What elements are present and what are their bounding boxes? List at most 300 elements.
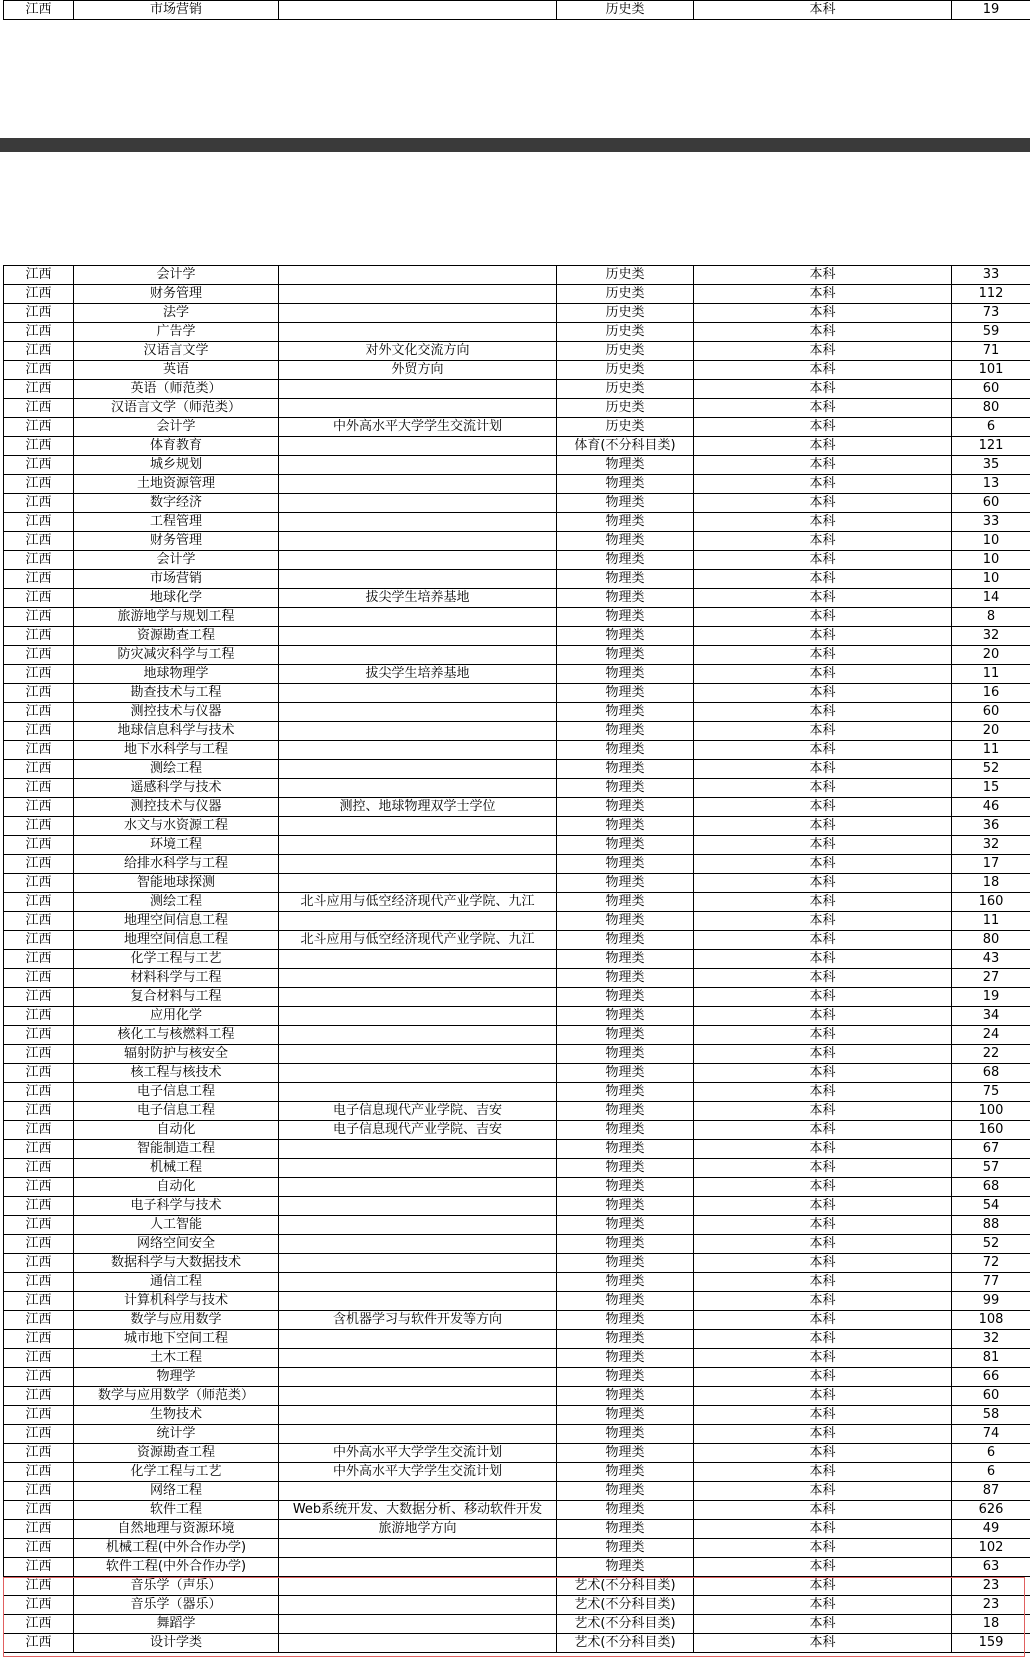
major-cell: 智能地球探测 [74,874,279,893]
level-cell: 本科 [694,1045,952,1064]
table-row [4,874,1030,893]
major-cell: 体育教育 [74,437,279,456]
subject-category-cell: 物理类 [557,1273,694,1292]
subject-category-cell: 物理类 [557,836,694,855]
level-cell: 本科 [694,1121,952,1140]
table-row [4,532,1030,551]
major-cell: 数学与应用数学（师范类） [74,1387,279,1406]
plan-count-cell: 36 [952,817,1030,836]
major-cell: 测绘工程 [74,760,279,779]
level-cell: 本科 [694,1577,952,1596]
level-cell: 本科 [694,1178,952,1197]
table-row [4,589,1030,608]
subject-category-cell: 物理类 [557,1254,694,1273]
remark-cell [279,1178,557,1197]
major-cell: 网络空间安全 [74,1235,279,1254]
subject-category-cell: 物理类 [557,646,694,665]
subject-category-cell: 物理类 [557,494,694,513]
plan-count-cell: 18 [952,874,1030,893]
major-cell: 数据科学与大数据技术 [74,1254,279,1273]
remark-cell [279,1615,557,1634]
major-cell: 化学工程与工艺 [74,1463,279,1482]
plan-count-cell: 626 [952,1501,1030,1520]
level-cell: 本科 [694,494,952,513]
remark-cell [279,760,557,779]
remark-cell [279,1330,557,1349]
remark-cell [279,1596,557,1615]
province-cell: 江西 [4,361,74,380]
level-cell: 本科 [694,1387,952,1406]
subject-category-cell: 物理类 [557,1007,694,1026]
subject-category-cell: 物理类 [557,1140,694,1159]
plan-count-cell: 27 [952,969,1030,988]
province-cell: 江西 [4,342,74,361]
province-cell: 江西 [4,1140,74,1159]
table-row [4,513,1030,532]
remark-cell [279,912,557,931]
level-cell: 本科 [694,1273,952,1292]
remark-cell: Web系统开发、大数据分析、移动软件开发 [279,1501,557,1520]
level-cell: 本科 [694,722,952,741]
plan-count-cell: 88 [952,1216,1030,1235]
major-cell: 电子信息工程 [74,1102,279,1121]
subject-category-cell: 物理类 [557,988,694,1007]
table-row [4,418,1030,437]
level-cell: 本科 [694,1235,952,1254]
subject-category-cell: 物理类 [557,1178,694,1197]
subject-category-cell: 物理类 [557,1159,694,1178]
level-cell: 本科 [694,1197,952,1216]
major-cell: 音乐学（器乐） [74,1596,279,1615]
subject-category-cell: 物理类 [557,513,694,532]
remark-cell [279,817,557,836]
plan-count-cell: 6 [952,1444,1030,1463]
province-cell: 江西 [4,684,74,703]
subject-category-cell: 物理类 [557,1026,694,1045]
major-cell: 会计学 [74,266,279,285]
level-cell: 本科 [694,1083,952,1102]
table-body-top [4,1,1030,20]
table-row [4,836,1030,855]
remark-cell [279,1007,557,1026]
table-row [4,1406,1030,1425]
province-cell: 江西 [4,532,74,551]
table-row [4,1482,1030,1501]
subject-category-cell: 物理类 [557,817,694,836]
table-row [4,608,1030,627]
table-row [4,1178,1030,1197]
plan-count-cell: 108 [952,1311,1030,1330]
province-cell: 江西 [4,1577,74,1596]
major-cell: 给排水科学与工程 [74,855,279,874]
province-cell: 江西 [4,1045,74,1064]
major-cell: 市场营销 [74,1,279,20]
major-cell: 城市地下空间工程 [74,1330,279,1349]
province-cell: 江西 [4,855,74,874]
major-cell: 环境工程 [74,836,279,855]
province-cell: 江西 [4,703,74,722]
remark-cell [279,1045,557,1064]
table-row [4,1235,1030,1254]
plan-count-cell: 63 [952,1558,1030,1577]
level-cell: 本科 [694,1026,952,1045]
major-cell: 计算机科学与技术 [74,1292,279,1311]
level-cell: 本科 [694,779,952,798]
plan-count-cell: 68 [952,1178,1030,1197]
major-cell: 材料科学与工程 [74,969,279,988]
level-cell: 本科 [694,874,952,893]
level-cell: 本科 [694,684,952,703]
level-cell: 本科 [694,969,952,988]
level-cell: 本科 [694,1482,952,1501]
province-cell: 江西 [4,1615,74,1634]
plan-count-cell: 6 [952,418,1030,437]
major-cell: 智能制造工程 [74,1140,279,1159]
table-row [4,855,1030,874]
province-cell: 江西 [4,1482,74,1501]
major-cell: 测控技术与仪器 [74,703,279,722]
subject-category-cell: 物理类 [557,1349,694,1368]
subject-category-cell: 物理类 [557,456,694,475]
level-cell: 本科 [694,893,952,912]
remark-cell [279,1254,557,1273]
remark-cell [279,1425,557,1444]
table-row [4,1140,1030,1159]
major-cell: 广告学 [74,323,279,342]
major-cell: 城乡规划 [74,456,279,475]
province-cell: 江西 [4,1121,74,1140]
major-cell: 数字经济 [74,494,279,513]
major-cell: 软件工程 [74,1501,279,1520]
table-row [4,1463,1030,1482]
level-cell: 本科 [694,1596,952,1615]
level-cell: 本科 [694,380,952,399]
level-cell: 本科 [694,665,952,684]
province-cell: 江西 [4,437,74,456]
major-cell: 财务管理 [74,532,279,551]
table-row [4,285,1030,304]
remark-cell [279,399,557,418]
table-row [4,969,1030,988]
level-cell: 本科 [694,1007,952,1026]
table-row [4,1292,1030,1311]
remark-cell: 电子信息现代产业学院、吉安 [279,1121,557,1140]
table-row [4,1007,1030,1026]
province-cell: 江西 [4,1596,74,1615]
remark-cell [279,1273,557,1292]
level-cell: 本科 [694,912,952,931]
major-cell: 统计学 [74,1425,279,1444]
province-cell: 江西 [4,950,74,969]
plan-count-cell: 10 [952,570,1030,589]
remark-cell: 含机器学习与软件开发等方向 [279,1311,557,1330]
level-cell: 本科 [694,1330,952,1349]
province-cell: 江西 [4,380,74,399]
level-cell: 本科 [694,399,952,418]
province-cell: 江西 [4,1425,74,1444]
level-cell: 本科 [694,703,952,722]
plan-count-cell: 19 [952,988,1030,1007]
remark-cell [279,1368,557,1387]
major-cell: 网络工程 [74,1482,279,1501]
plan-count-cell: 10 [952,532,1030,551]
remark-cell [279,1634,557,1653]
major-cell: 电子科学与技术 [74,1197,279,1216]
table-row [4,722,1030,741]
table-row [4,931,1030,950]
province-cell: 江西 [4,1368,74,1387]
table-row [4,342,1030,361]
subject-category-cell: 物理类 [557,475,694,494]
subject-category-cell: 历史类 [557,266,694,285]
level-cell: 本科 [694,532,952,551]
subject-category-cell: 物理类 [557,1539,694,1558]
province-cell: 江西 [4,1387,74,1406]
major-cell: 汉语言文学 [74,342,279,361]
province-cell: 江西 [4,1064,74,1083]
plan-count-cell: 32 [952,627,1030,646]
plan-count-cell: 35 [952,456,1030,475]
table-row [4,627,1030,646]
table-row [4,1254,1030,1273]
subject-category-cell: 物理类 [557,627,694,646]
subject-category-cell: 艺术(不分科目类) [557,1615,694,1634]
province-cell: 江西 [4,494,74,513]
subject-category-cell: 物理类 [557,931,694,950]
subject-category-cell: 物理类 [557,1558,694,1577]
plan-count-cell: 71 [952,342,1030,361]
remark-cell [279,532,557,551]
remark-cell: 拔尖学生培养基地 [279,589,557,608]
remark-cell: 中外高水平大学学生交流计划 [279,418,557,437]
remark-cell [279,1083,557,1102]
major-cell: 地下水科学与工程 [74,741,279,760]
table-row [4,1121,1030,1140]
remark-cell [279,304,557,323]
plan-count-cell: 15 [952,779,1030,798]
remark-cell [279,1064,557,1083]
plan-count-cell: 99 [952,1292,1030,1311]
plan-count-cell: 8 [952,608,1030,627]
subject-category-cell: 历史类 [557,361,694,380]
table-row [4,1311,1030,1330]
subject-category-cell: 物理类 [557,703,694,722]
plan-count-cell: 73 [952,304,1030,323]
province-cell: 江西 [4,646,74,665]
major-cell: 市场营销 [74,570,279,589]
subject-category-cell: 物理类 [557,1501,694,1520]
subject-category-cell: 物理类 [557,741,694,760]
table-row [4,456,1030,475]
plan-count-cell: 80 [952,399,1030,418]
major-cell: 地球信息科学与技术 [74,722,279,741]
level-cell: 本科 [694,627,952,646]
table-row [4,551,1030,570]
level-cell: 本科 [694,342,952,361]
plan-count-cell: 54 [952,1197,1030,1216]
plan-count-cell: 68 [952,1064,1030,1083]
subject-category-cell: 物理类 [557,608,694,627]
plan-count-cell: 60 [952,703,1030,722]
province-cell: 江西 [4,513,74,532]
subject-category-cell: 艺术(不分科目类) [557,1577,694,1596]
subject-category-cell: 物理类 [557,532,694,551]
province-cell: 江西 [4,399,74,418]
level-cell: 本科 [694,988,952,1007]
level-cell: 本科 [694,1444,952,1463]
level-cell: 本科 [694,1368,952,1387]
level-cell: 本科 [694,1254,952,1273]
subject-category-cell: 物理类 [557,760,694,779]
subject-category-cell: 物理类 [557,1064,694,1083]
subject-category-cell: 物理类 [557,1197,694,1216]
province-cell: 江西 [4,1007,74,1026]
subject-category-cell: 物理类 [557,1406,694,1425]
province-cell: 江西 [4,1330,74,1349]
subject-category-cell: 物理类 [557,1216,694,1235]
table-row [4,1026,1030,1045]
subject-category-cell: 物理类 [557,969,694,988]
table-row [4,1045,1030,1064]
plan-count-cell: 60 [952,494,1030,513]
major-cell: 生物技术 [74,1406,279,1425]
table-row [4,304,1030,323]
subject-category-cell: 物理类 [557,1235,694,1254]
remark-cell: 电子信息现代产业学院、吉安 [279,1102,557,1121]
level-cell: 本科 [694,513,952,532]
subject-category-cell: 物理类 [557,1311,694,1330]
remark-cell [279,456,557,475]
level-cell: 本科 [694,1501,952,1520]
level-cell: 本科 [694,456,952,475]
subject-category-cell: 物理类 [557,1102,694,1121]
province-cell: 江西 [4,1197,74,1216]
level-cell: 本科 [694,570,952,589]
subject-category-cell: 历史类 [557,323,694,342]
table-row [4,1273,1030,1292]
subject-category-cell: 物理类 [557,893,694,912]
major-cell: 化学工程与工艺 [74,950,279,969]
plan-count-cell: 24 [952,1026,1030,1045]
subject-category-cell: 艺术(不分科目类) [557,1634,694,1653]
table-row [4,1064,1030,1083]
remark-cell [279,703,557,722]
remark-cell [279,988,557,1007]
province-cell: 江西 [4,551,74,570]
major-cell: 会计学 [74,551,279,570]
remark-cell [279,646,557,665]
table-row [4,323,1030,342]
major-cell: 土木工程 [74,1349,279,1368]
plan-count-cell: 52 [952,760,1030,779]
level-cell: 本科 [694,323,952,342]
remark-cell [279,266,557,285]
major-cell: 会计学 [74,418,279,437]
province-cell: 江西 [4,1273,74,1292]
level-cell: 本科 [694,1292,952,1311]
plan-count-cell: 75 [952,1083,1030,1102]
province-cell: 江西 [4,988,74,1007]
level-cell: 本科 [694,1140,952,1159]
province-cell: 江西 [4,1634,74,1653]
table-row [4,1520,1030,1539]
table-row [4,1349,1030,1368]
remark-cell [279,1159,557,1178]
level-cell: 本科 [694,304,952,323]
table-row [4,1387,1030,1406]
province-cell: 江西 [4,1,74,20]
province-cell: 江西 [4,1178,74,1197]
level-cell: 本科 [694,646,952,665]
remark-cell [279,1558,557,1577]
remark-cell [279,494,557,513]
plan-count-cell: 60 [952,1387,1030,1406]
province-cell: 江西 [4,570,74,589]
major-cell: 地球物理学 [74,665,279,684]
level-cell: 本科 [694,931,952,950]
province-cell: 江西 [4,1520,74,1539]
level-cell: 本科 [694,1406,952,1425]
province-cell: 江西 [4,475,74,494]
province-cell: 江西 [4,589,74,608]
province-cell: 江西 [4,969,74,988]
remark-cell [279,874,557,893]
major-cell: 地球化学 [74,589,279,608]
level-cell: 本科 [694,1539,952,1558]
level-cell: 本科 [694,437,952,456]
remark-cell: 中外高水平大学学生交流计划 [279,1444,557,1463]
subject-category-cell: 物理类 [557,874,694,893]
province-cell: 江西 [4,779,74,798]
province-cell: 江西 [4,1083,74,1102]
table-row [4,1425,1030,1444]
table-row [4,893,1030,912]
plan-count-cell: 77 [952,1273,1030,1292]
remark-cell [279,1349,557,1368]
plan-count-cell: 33 [952,266,1030,285]
major-cell: 物理学 [74,1368,279,1387]
level-cell: 本科 [694,950,952,969]
subject-category-cell: 物理类 [557,551,694,570]
plan-count-cell: 43 [952,950,1030,969]
table-row [4,1634,1030,1653]
province-cell: 江西 [4,285,74,304]
table-row [4,1368,1030,1387]
plan-count-cell: 81 [952,1349,1030,1368]
plan-count-cell: 58 [952,1406,1030,1425]
plan-count-cell: 14 [952,589,1030,608]
subject-category-cell: 物理类 [557,1330,694,1349]
subject-category-cell: 历史类 [557,342,694,361]
level-cell: 本科 [694,836,952,855]
province-cell: 江西 [4,1539,74,1558]
plan-count-cell: 100 [952,1102,1030,1121]
remark-cell: 外贸方向 [279,361,557,380]
plan-count-cell: 49 [952,1520,1030,1539]
remark-cell [279,437,557,456]
plan-count-cell: 34 [952,1007,1030,1026]
remark-cell [279,779,557,798]
plan-count-cell: 20 [952,646,1030,665]
major-cell: 旅游地学与规划工程 [74,608,279,627]
plan-count-cell: 23 [952,1577,1030,1596]
major-cell: 设计学类 [74,1634,279,1653]
province-cell: 江西 [4,1026,74,1045]
table-row [4,475,1030,494]
province-cell: 江西 [4,1235,74,1254]
table-row [4,646,1030,665]
plan-count-cell: 20 [952,722,1030,741]
